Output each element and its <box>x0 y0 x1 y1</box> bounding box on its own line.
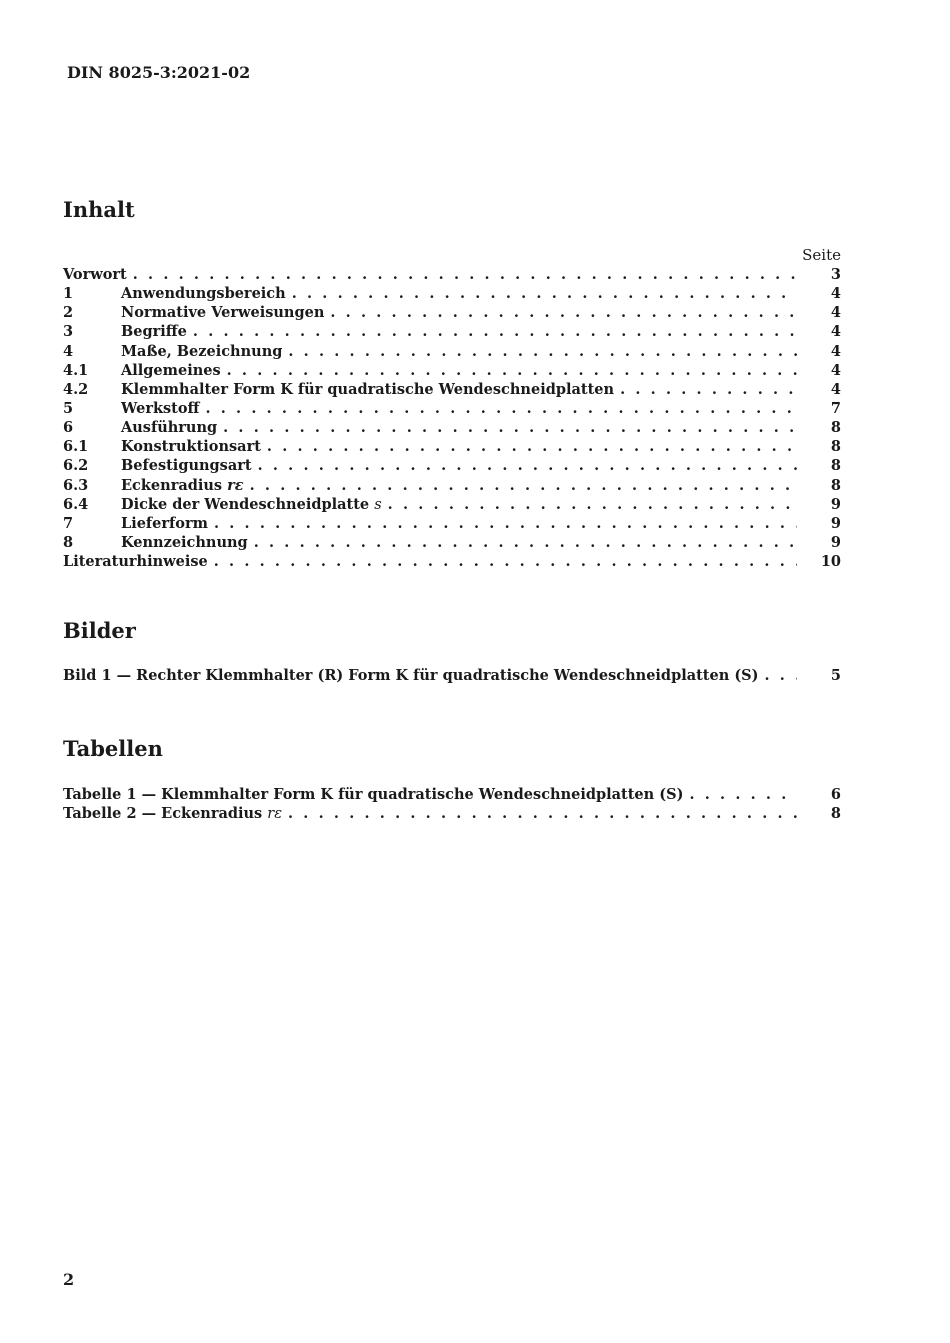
toc-entry-number: 2 <box>63 304 74 322</box>
figures-list <box>63 666 841 685</box>
dot-leader <box>133 265 797 284</box>
toc-entry-page: 10 <box>820 553 841 571</box>
toc-entry-title-text: Dicke der Wendeschneidplatte <box>121 495 370 513</box>
dot-leader <box>258 456 797 475</box>
dot-leader <box>250 476 797 495</box>
toc-entry-title: Begriffe <box>121 323 187 341</box>
toc-entry-7[interactable] <box>63 514 841 533</box>
toc-entry-4[interactable] <box>63 342 841 361</box>
dot-leader <box>388 495 797 514</box>
contents-heading: Inhalt <box>63 197 135 222</box>
toc-entry-title: Normative Verweisungen <box>121 304 325 322</box>
toc-entry-page: 8 <box>830 457 841 475</box>
table-entry-page: 8 <box>830 805 841 823</box>
toc-entry-6-3[interactable] <box>63 476 841 495</box>
tables-heading: Tabellen <box>63 736 163 761</box>
toc-entry-number: 6.1 <box>63 438 89 456</box>
toc-entry-number: 4.1 <box>63 361 89 379</box>
figure-entry-title: Bild 1 — Rechter Klemmhalter (R) Form K für quadratische Wendeschneidplatten (S) <box>63 667 759 684</box>
toc-entry-title: Literaturhinweise <box>63 553 208 571</box>
contents-list <box>63 246 841 571</box>
dot-leader <box>223 418 797 437</box>
toc-entry-page: 9 <box>830 514 841 532</box>
table-entry-page: 6 <box>830 786 841 803</box>
page-number: 2 <box>63 1270 75 1289</box>
table-entry-2[interactable] <box>63 804 841 823</box>
dot-leader <box>254 533 797 552</box>
table-entry-title: Tabelle 1 — Klemmhalter Form K für quadratische Wendeschneidplatten (S) <box>63 786 684 803</box>
toc-entry-4-1[interactable] <box>63 361 841 380</box>
symbol-s: s <box>374 496 382 513</box>
toc-entry-6-4[interactable] <box>63 495 841 514</box>
toc-entry-6-2[interactable] <box>63 456 841 475</box>
toc-entry-title: Klemmhalter Form K für quadratische Wendeschneidplatten <box>121 380 615 398</box>
toc-entry-number: 1 <box>63 285 74 303</box>
toc-entry-page: 9 <box>830 495 841 513</box>
dot-leader <box>267 437 797 456</box>
toc-entry-number: 4.2 <box>63 380 89 398</box>
toc-entry-6-1[interactable] <box>63 437 841 456</box>
toc-entry-page: 4 <box>830 380 841 398</box>
toc-entry-page: 4 <box>830 323 841 341</box>
toc-entry-title-text: Eckenradius <box>121 476 223 494</box>
toc-entry-2[interactable] <box>63 303 841 322</box>
toc-entry-page: 3 <box>830 266 841 283</box>
toc-entry-title: Maße, Bezeichnung <box>121 342 283 360</box>
dot-leader <box>214 514 797 533</box>
toc-entry-page: 4 <box>830 361 841 379</box>
toc-entry-vorwort[interactable] <box>63 265 841 284</box>
tables-list <box>63 785 841 823</box>
toc-entry-title <box>121 476 250 495</box>
toc-entry-title <box>121 495 388 515</box>
toc-entry-number: 6.4 <box>63 495 89 513</box>
toc-entry-number: 6 <box>63 419 74 437</box>
dot-leader <box>214 552 797 571</box>
toc-entry-page: 7 <box>830 399 841 417</box>
toc-entry-page: 9 <box>830 533 841 551</box>
toc-entry-title: Werkstoff <box>121 399 200 417</box>
toc-entry-4-2[interactable] <box>63 380 841 399</box>
toc-entry-page: 4 <box>830 285 841 303</box>
toc-entry-6[interactable] <box>63 418 841 437</box>
table-entry-title <box>63 804 288 824</box>
toc-entry-number: 6.3 <box>63 476 89 494</box>
document-id: DIN 8025-3:2021-02 <box>67 63 251 82</box>
figure-entry-page: 5 <box>830 667 841 684</box>
table-entry-1[interactable] <box>63 785 841 804</box>
toc-entry-title: Allgemeines <box>121 361 221 379</box>
toc-entry-title: Lieferform <box>121 514 208 532</box>
toc-entry-number: 5 <box>63 399 74 417</box>
toc-entry-title: Anwendungsbereich <box>121 285 286 303</box>
toc-entry-literaturhinweise[interactable] <box>63 552 841 571</box>
dot-leader <box>620 380 797 399</box>
dot-leader <box>330 303 797 322</box>
dot-leader <box>193 322 797 341</box>
toc-entry-1[interactable] <box>63 284 841 303</box>
toc-entry-page: 4 <box>830 342 841 360</box>
toc-entry-page: 8 <box>830 419 841 437</box>
figures-heading: Bilder <box>63 618 136 643</box>
symbol-r-epsilon: rε <box>267 806 283 823</box>
toc-entry-8[interactable] <box>63 533 841 552</box>
toc-entry-number: 7 <box>63 514 74 532</box>
toc-entry-title: Konstruktionsart <box>121 438 261 456</box>
toc-entry-number: 6.2 <box>63 457 89 475</box>
toc-entry-title: Vorwort <box>63 266 127 283</box>
dot-leader <box>205 399 797 418</box>
table-entry-title-text: Tabelle 2 — Eckenradius <box>63 805 263 823</box>
toc-entry-page: 4 <box>830 304 841 322</box>
toc-entry-5[interactable] <box>63 399 841 418</box>
toc-entry-page: 8 <box>830 476 841 494</box>
dot-leader <box>227 361 797 380</box>
toc-entry-number: 8 <box>63 533 74 551</box>
toc-entry-title: Kennzeichnung <box>121 533 248 551</box>
dot-leader <box>288 342 797 361</box>
figure-entry-1[interactable] <box>63 666 841 685</box>
toc-entry-page: 8 <box>830 438 841 456</box>
page-column-label: Seite <box>802 246 841 264</box>
dot-leader <box>288 804 797 823</box>
toc-entry-3[interactable] <box>63 322 841 341</box>
toc-entry-number: 3 <box>63 323 74 341</box>
toc-entry-title: Ausführung <box>121 419 218 437</box>
toc-entry-title: Befestigungsart <box>121 457 252 475</box>
dot-leader <box>689 785 797 804</box>
dot-leader <box>292 284 797 303</box>
toc-entry-number: 4 <box>63 342 74 360</box>
symbol-r-epsilon: rε <box>227 476 244 494</box>
dot-leader <box>765 666 797 685</box>
